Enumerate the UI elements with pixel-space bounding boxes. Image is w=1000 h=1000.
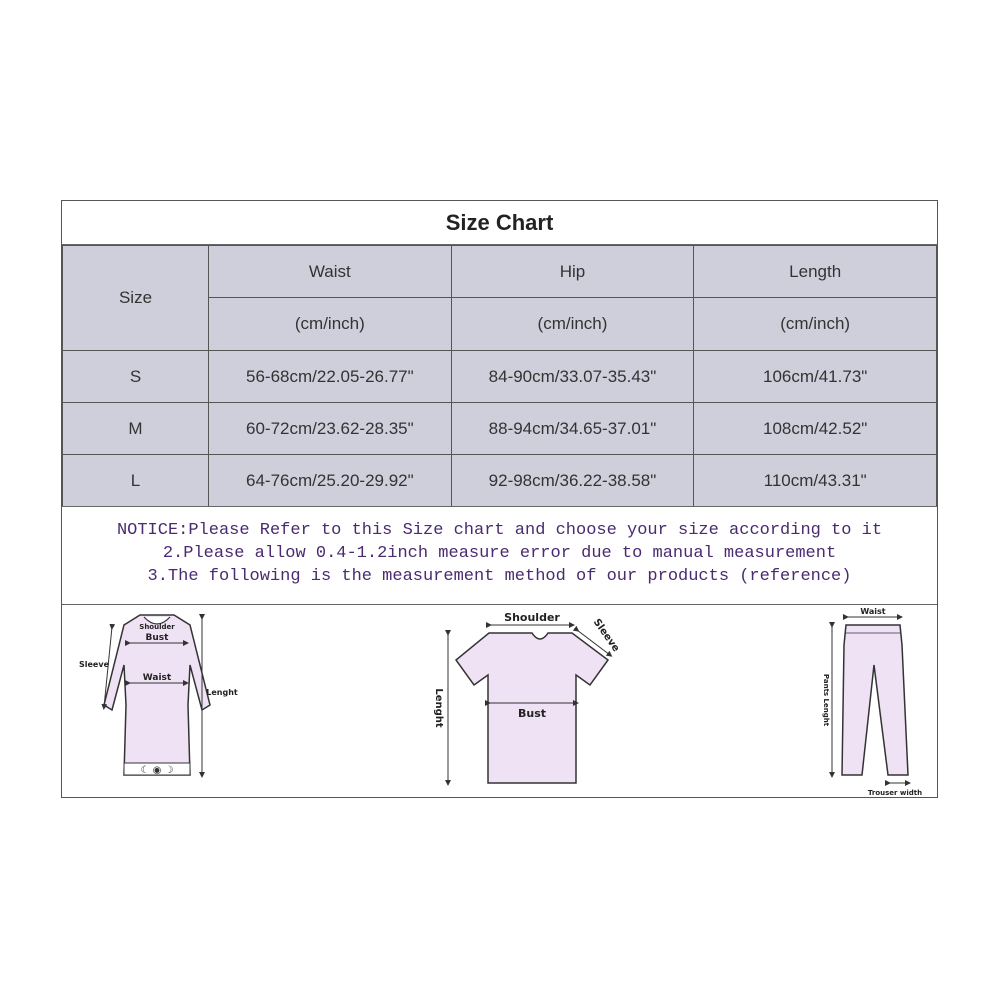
hip-unit: (cm/inch) bbox=[451, 298, 694, 351]
notice-line-2: 2.Please allow 0.4-1.2inch measure error due to manual measurement bbox=[162, 544, 837, 563]
tshirt-diagram bbox=[433, 611, 621, 783]
size-chart bbox=[61, 200, 938, 798]
notice-line-3: 3.The following is the measurement method of our products (reference) bbox=[147, 567, 852, 586]
pants-length-label: Pants Lenght bbox=[822, 673, 830, 727]
notice-box bbox=[62, 506, 937, 605]
table-row bbox=[63, 351, 937, 403]
table-row bbox=[63, 403, 937, 455]
length-cell: 110cm/43.31" bbox=[694, 455, 937, 507]
length-cell: 108cm/42.52" bbox=[694, 403, 937, 455]
waist-cell: 56-68cm/22.05-26.77" bbox=[209, 351, 452, 403]
length-cell: 106cm/41.73" bbox=[694, 351, 937, 403]
size-cell: S bbox=[63, 351, 209, 403]
size-header: Size bbox=[63, 246, 209, 351]
length-unit: (cm/inch) bbox=[694, 298, 937, 351]
size-table bbox=[62, 245, 937, 507]
measurement-diagrams bbox=[62, 605, 937, 797]
tshirt-bust-label: Bust bbox=[517, 707, 547, 720]
length-header: Length bbox=[694, 246, 937, 298]
pants-trouser-width-label: Trouser width bbox=[867, 789, 923, 797]
table-header-row bbox=[63, 246, 937, 298]
size-cell: M bbox=[63, 403, 209, 455]
waist-cell: 64-76cm/25.20-29.92" bbox=[209, 455, 452, 507]
table-row bbox=[63, 455, 937, 507]
tshirt-length-label: Lenght bbox=[433, 688, 444, 728]
notice-line-1: NOTICE:Please Refer to this Size chart and choose your size according to it bbox=[116, 521, 883, 540]
dress-length-label: Lenght bbox=[206, 688, 238, 697]
pants-diagram bbox=[822, 607, 922, 797]
waist-unit: (cm/inch) bbox=[209, 298, 452, 351]
pants-shape bbox=[842, 625, 908, 775]
tshirt-sleeve-label: Sleeve bbox=[590, 617, 622, 655]
size-cell: L bbox=[63, 455, 209, 507]
tshirt-shoulder-label: Shoulder bbox=[504, 611, 560, 624]
waist-header: Waist bbox=[209, 246, 452, 298]
dress-bust-label: Bust bbox=[145, 633, 169, 643]
hip-cell: 88-94cm/34.65-37.01" bbox=[451, 403, 694, 455]
dress-diagram bbox=[79, 615, 238, 776]
waist-cell: 60-72cm/23.62-28.35" bbox=[209, 403, 452, 455]
dress-shoulder-label: Shoulder bbox=[139, 623, 175, 631]
hip-cell: 92-98cm/36.22-38.58" bbox=[451, 455, 694, 507]
dress-sleeve-label: Sleeve bbox=[79, 660, 109, 669]
hip-header: Hip bbox=[451, 246, 694, 298]
pants-waist-label: Waist bbox=[860, 607, 886, 616]
dress-waist-label: Waist bbox=[142, 673, 172, 683]
chart-title: Size Chart bbox=[62, 201, 937, 245]
hip-cell: 84-90cm/33.07-35.43" bbox=[451, 351, 694, 403]
dress-hem-symbols: ☾ ◉ ☽ bbox=[140, 765, 174, 776]
